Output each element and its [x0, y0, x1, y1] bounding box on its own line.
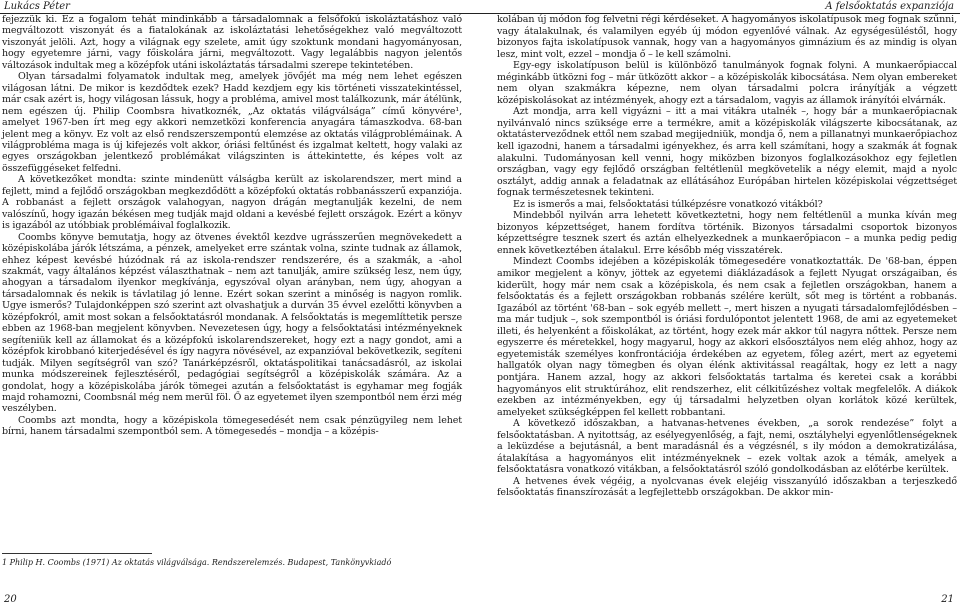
left-page-body [2, 14, 462, 438]
page-number-right: 21 [941, 594, 954, 605]
paragraph: kolában új módon fog felvetni régi kérdéseket. A hagyományos iskolatípusok meg fognak szűnni, vagy átalakulnak, és valamilyen egyéb új módon egyenlővé válnak. Az egységesüléstől, hogy bizonyos fajta iskolatípusok vannak, hogy van a hagyományos gimnázium és az mindig is olyan lesz, mint volt, ezzel – mondja ő – le kell számolni. [497, 14, 957, 60]
footnote-rule [2, 553, 152, 554]
running-header-title: A felsőoktatás expanziója [825, 1, 954, 12]
paragraph: Mindezt Coombs idejében a középiskolák tömegesedére vonatkoztatták. De '68-ban, éppen amikor megjelent a könyv, jöttek az egyetemi diáklázadások a fejlett Nyugat országaiban, és kiderült, hogy már nem csak a középiskola, és nem csak a fejletlen országokban, hanem a felsőoktatás és a fejlett országokban robbanás szélére került, sőt meg is történt a robbanás. Igazából az történt '68-ban – sok egyéb mellett –, mert hiszen a nyugati társadalomfejlődésben – ma már tudjuk –, sok szempontból is óriási fordulópontot jelentett 1968, de ami az egyetemeket illeti, és helyenként a főiskolákat, az történt, hogy ezek már akkor túl nagyra nőttek. Persze nem egyszerre és méretekkel, hogy magyarul, hogy az akkori elsőosztályos nem elég ahhoz, hogy az egyetemisták személyes konfrontációja érdekében az egyetem, főleg azért, mert az egyetemi hallgatók olyan nagy tömegben és olyan élénk aktivitással reagáltak, hogy ez lett a nagy pontjára. Hanem azzal, hogy az akkori felsőoktatás tartalma és keretei csak a korábbi hagyományos elit struktúrához, elit rendszerhez, elit célkitűzéshez voltak megfelelők. A diákok ezekben az intézményekben, egy új társadalmi helyzetben olyan korlátok közé kerültek, amelyeket szükségképpen fel kellett robbantani. [497, 256, 957, 418]
paragraph: Coombs könyve bemutatja, hogy az ötvenes évektől kezdve ugrásszerűen megnövekedett a középiskolába járók létszáma, a pénzek, amelyeket erre szántak volna, szinte tudnak az államok, ehhez képest kevésbé húzódnak rá az iskola-rendszer rendszerére, és a szakmák, a -ahol szakmát, vagy általános képzést választhatnak – nem azt tanulják, amire szükség lesz, nem úgy, ahogyan a társadalom ilyenkor megkívánja, egyszóval olyan arányban, nem úgy, ahogyan a társadalomnak és nekik is távlatilag jó lenne. Ezért sokan szerint a minőség is nagyon romlik. Ugye ismerős? Tulajdonképpen szó szerint azt olvashatjuk a durván 35 évvel ezelőtti könyvben a középfokról, amit most sokan a felsőoktatásról mondanak. A felsőoktatás is megemlíttetik persze ebben az 1968-ban megjelent könyvben. Nevezetesen úgy, hogy a felsőoktatási intézményeknek segíteniük kell az államokat és a középfokú iskolarendszereket, hogy ezt a nagy gondot, ami a középfok kirobbanó kiterjedésével és így nagyra növésével, az expanzióval bekövetkezik, segíteni tudják. Milyen segítségről van szó? Tanárképzésről, oktatáspolitikai tanácsadásról, az iskolai munka módszereinek fejlesztéséről, pedagógiai segítségről a középiskolák számára. Az a gondolat, hogy a középiskolába járók tömegei azután a felsőoktatást is egyhamar meg fogják majd rohamozni, Coombsnál még nem merül föl. Ő az egyetemet ilyen szempontból nem érzi még veszélyben. [2, 231, 462, 415]
paragraph: Ez is ismerős a mai, felsőoktatási túlképzésre vonatkozó vitákból? [513, 198, 823, 210]
running-header-author: Lukács Péter [4, 1, 70, 12]
paragraph: Coombs azt mondta, hogy a középiskola tömegesedését nem csak pénzügyileg nem lehet bírni, hanem társadalmi szempontból sem. A tömegesedés – mondja – a középis- [2, 414, 462, 438]
paragraph: A következőket mondta: szinte mindenütt válságba került az iskolarendszer, mert mind a fejlett, mind a fejlődő országokban megkezdődött a középfokú oktatás robbanásszerű expanziója. A robbanást a fejlett országok valahogyan, nagyon drágán megtanulják kezelni, de nem valószínű, hogy igazán békésen meg tudják majd oldani a kevésbé fejlett országok. Ezért a könyv is igazából az utóbbiak problémáival foglalkozik. [2, 174, 462, 232]
footnote: 1 Philip H. Coombs (1971) Az oktatás világválsága. Rendszerelemzés. Budapest, Tankönyvkiadó [2, 558, 392, 567]
paragraph: A hetvenes évek végéig, a nyolcvanas évek elejéig visszanyúló időszakban a terjeszkedő felsőoktatás finanszírozását a legfejlettebb országokban. De akkor min- [497, 475, 957, 499]
paragraph: Egy-egy iskolatípuson belül is különböző tanulmányok fognak folyni. A munkaerőpiaccal méginkább ütközni fog – már ütközött akkor – a középiskolák kibocsátása. Nem olyan embereket nem olyan szakmákra képezne, nem olyan társadalmi polcra irányítják a végzett középiskolásokat az intézmények, ahogy ezt a társadalom, vagyis az államok irányítói elvárnák. [497, 60, 957, 106]
paragraph: Olyan társadalmi folyamatok indultak meg, amelyek jövőjét ma még nem lehet egészen világosan látni. De mikor is kezdődtek ezek? Hadd kezdjem egy kis történeti visszatekintéssel, már csak azért is, hogy világosan lássuk, hogy a probléma, amivel most találkozunk, már átélünk, nem egészen új. Philip Coombsra hivatkoznék, „Az oktatás világválsága” című könyvére¹, amelyet 1967-ben írt meg egy akkori nemzetközi konferencia anyagára támaszkodva. 68-ban jelent meg a könyv. Ez volt az első rendszerszempontú elemzése az oktatás világproblémáinak. A világprobléma maga is új kifejezés volt akkor, óriási feltűnést és izgalmat keltett, hogy valaki az egyes országokban jelentkező problémákat világszinten is áttekintette, és képes volt az összefüggéseket felfedni. [2, 71, 462, 174]
page-number-left: 20 [4, 594, 17, 605]
paragraph: Mindebből nyilván arra lehetett következtetni, hogy nem feltétlenül a munka kíván meg bizonyos képzettséget, hanem fordítva történik. Bizonyos társadalmi csoportok bizonyos képzettségre tesznek szert és aztán elhelyezkednek a munkaerőpiacon – a munka pedig pedig ennek következtében átalakul. Erre később még visszatérek. [497, 210, 957, 256]
paragraph: A következő időszakban, a hatvanas-hetvenes években, „a sorok rendezése” folyt a felsőoktatásban. A nyitottság, az esélyegyenlőség, a fajt, nemi, osztályhelyi egyenlőtlenségeknek a leküzdése a bejutásnál, a bent maradásnál és a végzésnél, s ily módon a demokratizálása, átalakítása a hagyományos elit intézményeknek – ezek voltak azok a témák, amelyek a felsőoktatásra vonatkozó vitákban, a felsőoktatásról szóló gondolkodásban az előtérbe kerültek. [497, 418, 957, 476]
paragraph: fejezzük ki. Ez a fogalom tehát mindinkább a társadalomnak a felsőfokú iskoláztatáshoz való megváltozott viszonyát és a fiatalokának az iskoláztatási lehetőségekhez való megváltozott viszonyát jelöli. Azt, hogy a világnak egy szelete, amit úgy szoktunk mondani hagyományosan, hogy egyetemre járni, vagy főiskolára járni, megváltozott. Vagy legalábbis nagyon jelentős változások indultak meg a középfok utáni iskoláztatás társadalmi szerepe tekintetében. [2, 14, 462, 71]
paragraph: Azt mondja, arra kell vigyázni – itt a mai vitákra utalnék –, hogy bár a munkaerőpiacnak nyilvánvaló nincs szüksége erre a termékre, amit a középiskolák világszerte kibocsátanak, az oktatásterveződnek ettől nem szabad megijedniük, mondja ő, nem a pillanatnyi munkaerőpiachoz kell igazodni, hanem a társadalmi igényekhez, és arra kell számítani, hogy a szakmák át fognak alakulni. Tudományosan kell venni, hogy miközben bizonyos foglalkozásokhoz egy fejletlen országban, vagy egy fejlődő országban feltétlenül megkövetelik a négy elemit, majd a nyolc osztályt, addig annak a feladatnak az ellátásához Európában hirtelen középiskolai végzettséget fognak természetesnek tekinteni. [497, 106, 957, 199]
right-page-body [497, 14, 957, 499]
